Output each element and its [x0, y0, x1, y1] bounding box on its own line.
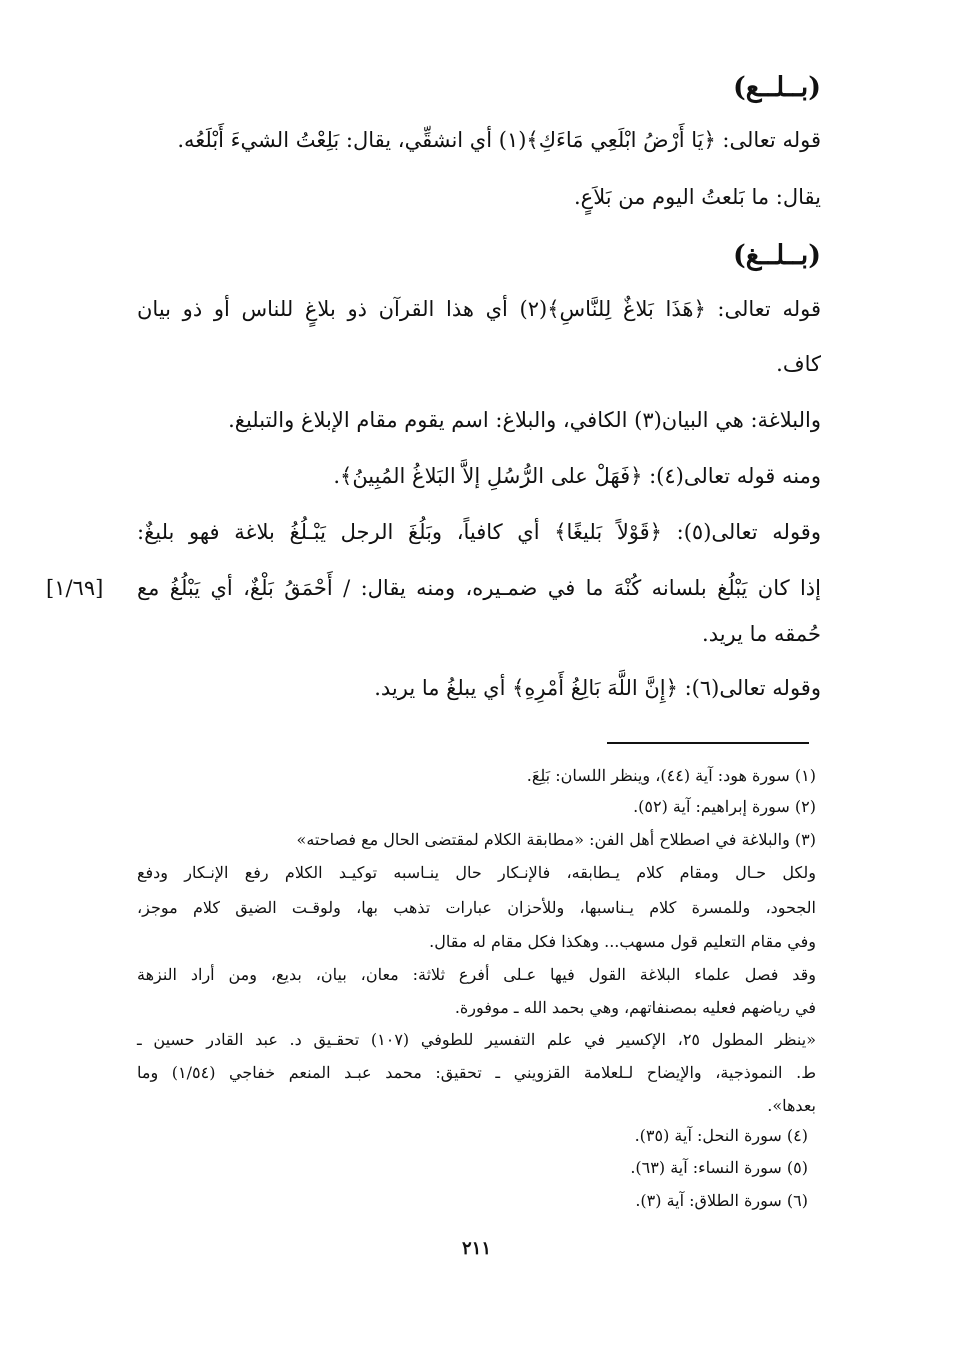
body-line-7: وقوله تعالى(٥): ﴿قَوْلاً بَليغًا﴾ أي كافياً، وبَلُغَ الرجل يَبْـلُغُ بلاغة فهو بليغٌ: [137, 520, 821, 544]
footnote-4: (٤) سورة النحل: آية (٣٥). [634, 1126, 808, 1145]
footnote-3-line-7: «ينظر المطول ٢٥، الإكسير في علم التفسير للطوفي (١٠٧) تحقـيق د. عبد القادر حسين ـ [137, 1030, 816, 1049]
margin-page-reference: [١/٦٩] [46, 576, 104, 600]
footnote-5: (٥) سورة النساء: آية (٦٣). [630, 1158, 808, 1177]
page-number: ٢١١ [461, 1238, 491, 1259]
footnote-3-line-6: في رياضهم فعليه بمصنفاتهم، وهي بحمد الله ـ موفورة. [454, 998, 816, 1017]
body-line-9: حُمقه ما يريد. [702, 622, 821, 646]
footnote-3-line-5: وقد فصل علماء البلاغة القول فيها عـلى أفرع ثلاثة: معان، بيان، بديع، ومن أراد النزهة [137, 965, 816, 984]
heading-root-blagh: (بــلــغ) [732, 240, 821, 271]
footnote-3-line-9: بعدها». [767, 1096, 816, 1115]
footnote-2: (٢) سورة إبراهيم: آية (٥٢). [633, 797, 816, 816]
body-line-5: والبلاغة: هي البيان(٣) الكافي، والبلاغ: اسم يقوم مقام الإبلاغ والتبليغ. [228, 408, 821, 432]
body-line-2: يقال: ما بَلعتُ اليوم من بَلاَعٍ. [573, 185, 821, 209]
body-line-3: قوله تعالى: ﴿هَذَا بَلاغٌ لِلنَّاسِ﴾(٢) أي هذا القرآن ذو بلاغٍ للناس أو ذو بيان [137, 297, 821, 321]
body-line-1: قوله تعالى: ﴿يَا أَرْضُ ابْلَعِي مَاءَكِ﴾(١) أي انشقِّي، يقال: بَلِعْتُ الشيءَ أَبْلَعُه. [177, 128, 821, 152]
body-line-6: ومنه قوله تعالى(٤): ﴿فَهَلْ على الرُّسُلِ إلاَّ البَلاغُ المُبِينُ﴾. [333, 464, 821, 488]
footnote-3: (٣) والبلاغة في اصطلاح أهل الفن: «مطابقة الكلام لمقتضى الحال مع فصاحته» [296, 830, 816, 849]
body-line-4: كاف. [776, 352, 821, 376]
body-line-8: إذا كان يَبْلُغ بلسانه كُنْهَ ما في ضمـيره، ومنه يقال: / أَحْمَقُ بَلْغٌ، أي يَبْلُغُ مع [137, 576, 821, 600]
footnote-1: (١) سورة هود: آية (٤٤)، وينظر اللسان: بَلِعَ. [526, 766, 816, 785]
footnote-3-line-2: ولكل حـال ومقام كلام يـطابقه، فالإنـكار حال ينـاسبه توكيـد الكلام رفع الإنـكار ودفع [137, 863, 816, 882]
footnote-3-line-8: ط. النموذجية، والإيضاح لـلعلامة القزويني ـ تحقيق: محمد عبـد المنعم خفاجي (١/٥٤) وما [137, 1063, 816, 1082]
footnote-3-line-3: الجحود، وللمسرة كلام يـناسبها، وللأحزان عبارات تذهب بها، ولوقـت الضيق كلام موجز، [137, 898, 816, 917]
body-line-10: وقوله تعالى(٦): ﴿إِنَّ اللَّهَ بَالِغُ أَمْرِهِ﴾ أي يبلغُ ما يريد. [374, 676, 821, 700]
footnote-separator [607, 742, 809, 744]
heading-root-blaa: (بــلــع) [732, 72, 821, 103]
footnote-3-line-4: وفي مقام التعليم قول مسهب... وهكذا فكل مقام له مقال. [429, 932, 816, 951]
footnote-6: (٦) سورة الطلاق: آية (٣). [635, 1191, 808, 1210]
